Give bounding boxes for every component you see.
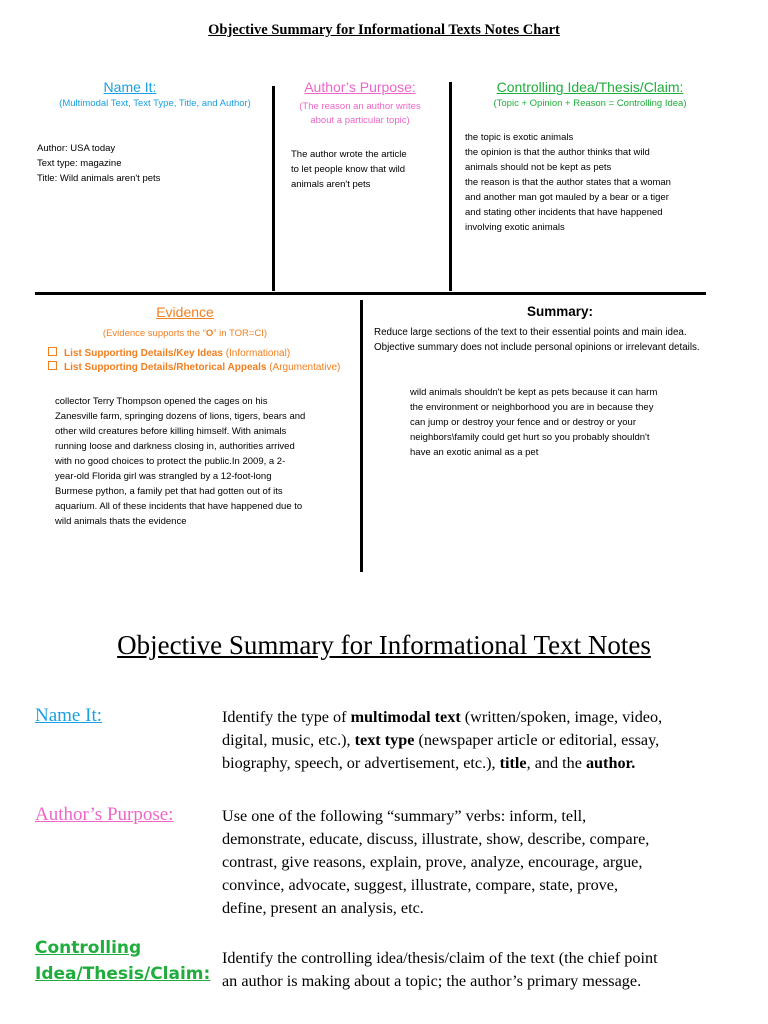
summary-line: wild animals shouldn't be kept as pets because it can harm xyxy=(410,387,658,398)
notes-term-line: Controlling xyxy=(35,938,142,958)
divider-horizontal xyxy=(35,292,706,295)
divider-left xyxy=(272,86,275,291)
name-it-line: Text type: magazine xyxy=(37,158,122,169)
checklist-label-bold: List Supporting Details/Key Ideas xyxy=(64,348,223,359)
controlling-line: and stating other incidents that have happened xyxy=(465,207,663,218)
evidence-subtitle xyxy=(50,327,320,341)
evidence-line: collector Terry Thompson opened the cages on his xyxy=(55,396,268,407)
notes-def-line xyxy=(222,706,742,729)
notes-def-purpose xyxy=(222,805,742,920)
notes-def-line: Identify the controlling idea/thesis/claim of the text (the chief point xyxy=(222,949,658,967)
checkbox-icon[interactable] xyxy=(48,361,57,370)
controlling-line: the reason is that the author states that a woman xyxy=(465,177,671,188)
controlling-line: involving exotic animals xyxy=(465,222,565,233)
chart-title: Objective Summary for Informational Texts Notes Chart xyxy=(208,22,560,38)
controlling-heading: Controlling Idea/Thesis/Claim: xyxy=(496,79,684,95)
purpose-subtitle-line: (The reason an author writes xyxy=(299,101,421,112)
name-it-line: Author: USA today xyxy=(37,143,116,154)
purpose-line: The author wrote the article xyxy=(291,149,407,160)
divider-right xyxy=(449,82,452,291)
def-text: (newspaper article or editorial, essay, xyxy=(414,731,660,749)
evidence-subtitle-pre: (Evidence supports the “ xyxy=(102,328,206,339)
notes-def-name-it xyxy=(222,706,742,775)
controlling-subtitle: (Topic + Opinion + Reason = Controlling Idea) xyxy=(493,98,687,109)
evidence-line: aquarium. All of these incidents that have happened due to xyxy=(55,501,303,512)
notes-term-purpose: Author’s Purpose: xyxy=(35,804,174,825)
divider-bottom xyxy=(360,300,363,572)
notes-term-line: Idea/Thesis/Claim: xyxy=(35,964,211,984)
name-it-notes xyxy=(37,141,267,186)
evidence-notes xyxy=(55,394,355,529)
def-bold: text type xyxy=(354,731,415,749)
name-it-line: Title: Wild animals aren't pets xyxy=(37,173,161,184)
def-text: Identify the type of xyxy=(222,708,351,726)
notes-def-line: convince, advocate, suggest, illustrate, compare, state, prove, xyxy=(222,876,619,894)
controlling-line: the topic is exotic animals xyxy=(465,132,574,143)
checklist-label-rest: (Argumentative) xyxy=(266,362,341,373)
summary-line: can jump or destroy your fence and or destroy or your xyxy=(410,417,637,428)
def-text: (written/spoken, image, video, xyxy=(460,708,663,726)
notes-def-line: contrast, give reasons, explain, prove, analyze, encourage, argue, xyxy=(222,853,643,871)
def-text: , and the xyxy=(526,754,586,772)
notes-def-line: define, present an analysis, etc. xyxy=(222,899,424,917)
notes-title: Objective Summary for Informational Text Notes xyxy=(117,630,651,660)
controlling-line: the opinion is that the author thinks that wild xyxy=(465,147,650,158)
purpose-line: to let people know that wild xyxy=(291,164,406,175)
summary-line: neighbors\family could get hurt so you probably shouldn't xyxy=(410,432,650,443)
controlling-notes xyxy=(465,130,725,235)
summary-heading: Summary: xyxy=(526,304,594,319)
checklist-item-argumentative[interactable] xyxy=(48,361,340,375)
def-bold: title xyxy=(499,754,527,772)
notes-term-controlling xyxy=(35,935,210,987)
def-bold: author. xyxy=(585,754,636,772)
name-it-subtitle: (Multimodal Text, Text Type, Title, and Author) xyxy=(59,98,251,109)
notes-def-line xyxy=(222,729,742,752)
summary-line: have an exotic animal as a pet xyxy=(410,447,539,458)
controlling-line: animals should not be kept as pets xyxy=(465,162,612,173)
evidence-line: Zanesville farm, springing dozens of lions, tigers, bears and xyxy=(55,411,306,422)
checklist-label-rest: (Informational) xyxy=(222,348,291,359)
evidence-line: wild animals thats the evidence xyxy=(55,516,187,527)
notes-def-line: an author is making about a topic; the author’s primary message. xyxy=(222,972,642,990)
evidence-heading: Evidence xyxy=(156,304,214,320)
purpose-subtitle xyxy=(280,100,440,128)
evidence-subtitle-o: O xyxy=(205,328,214,339)
summary-instruction-line: Objective summary does not include personal opinions or irrelevant details. xyxy=(374,342,700,353)
evidence-checklist xyxy=(48,347,340,375)
checklist-label-bold: List Supporting Details/Rhetorical Appeals xyxy=(64,362,267,373)
evidence-line: other wild creatures before killing himself. With animals xyxy=(55,426,287,437)
notes-term-name-it: Name It: xyxy=(35,705,103,726)
checkbox-icon[interactable] xyxy=(48,347,57,356)
evidence-line: with no good choices to protect the public.In 2009, a 2- xyxy=(55,456,286,467)
checklist-item-informational[interactable] xyxy=(48,347,340,361)
purpose-notes xyxy=(291,147,441,192)
notes-def-line: Use one of the following “summary” verbs: inform, tell, xyxy=(222,807,587,825)
summary-notes xyxy=(410,385,710,460)
purpose-subtitle-line: about a particular topic) xyxy=(310,115,410,126)
name-it-heading: Name It: xyxy=(103,79,157,95)
notes-def-controlling xyxy=(222,947,752,993)
purpose-heading: Author’s Purpose: xyxy=(304,79,416,95)
summary-instructions xyxy=(374,325,754,355)
def-text: digital, music, etc.), xyxy=(222,731,355,749)
notes-def-line xyxy=(222,752,742,775)
evidence-line: Burmese python, a family pet that had gotten out of its xyxy=(55,486,283,497)
def-text: biography, speech, or advertisement, etc.), xyxy=(222,754,500,772)
evidence-subtitle-post: ” in TOR=CI) xyxy=(213,328,268,339)
summary-instruction-line: Reduce large sections of the text to their essential points and main idea. xyxy=(374,327,687,338)
controlling-line: and another man got mauled by a bear or a tiger xyxy=(465,192,669,203)
evidence-line: year-old Florida girl was strangled by a 12-foot-long xyxy=(55,471,272,482)
def-bold: multimodal text xyxy=(350,708,461,726)
evidence-line: running loose and darkness closing in, authorities arrived xyxy=(55,441,295,452)
summary-line: the environment or neighborhood you are in because they xyxy=(410,402,654,413)
notes-def-line: demonstrate, educate, discuss, illustrate, show, describe, compare, xyxy=(222,830,650,848)
purpose-line: animals aren't pets xyxy=(291,179,371,190)
